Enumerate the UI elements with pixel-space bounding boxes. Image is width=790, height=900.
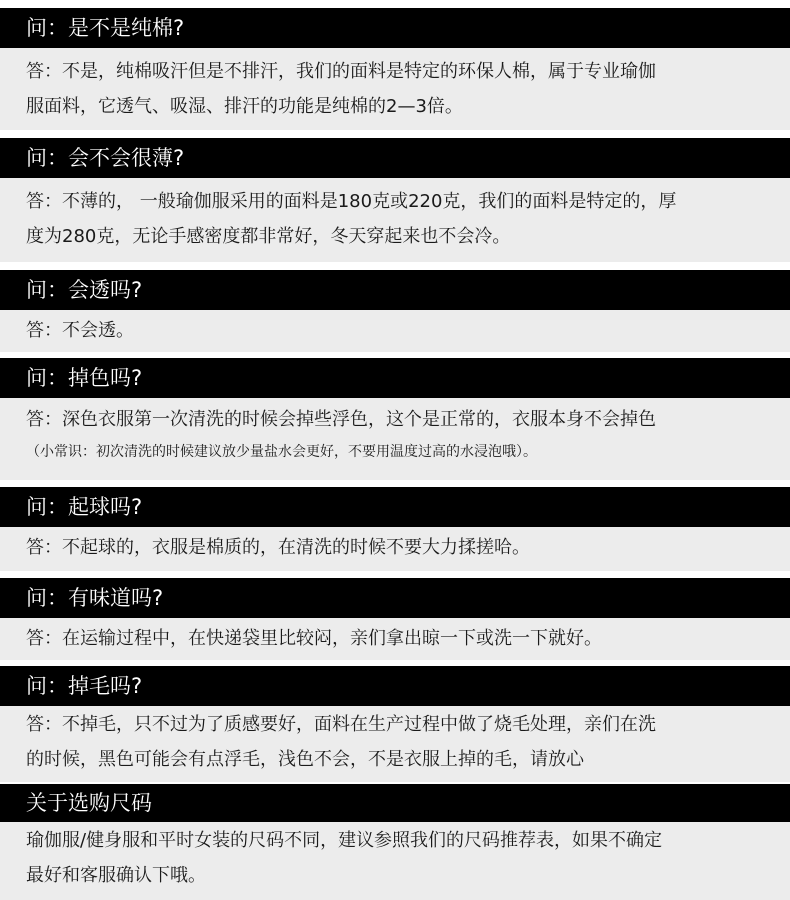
answer-line: 答：不薄的， 一般瑜伽服采用的面料是180克或220克，我们的面料是特定的，厚	[26, 191, 677, 212]
faq-answer-odor	[0, 618, 790, 660]
faq-question-cotton: 问：是不是纯棉?	[0, 8, 790, 48]
answer-line: 度为280克，无论手感密度都非常好，冬天穿起来也不会冷。	[26, 226, 511, 247]
faq-question-odor: 问：有味道吗?	[0, 578, 790, 618]
answer-line: 的时候，黑色可能会有点浮毛，浅色不会，不是衣服上掉的毛，请放心	[26, 749, 584, 770]
faq-question-shedding: 问：掉毛吗?	[0, 666, 790, 706]
answer-line: 答：不起球的，衣服是棉质的，在清洗的时候不要大力揉搓哈。	[26, 537, 530, 558]
faq-answer-shedding	[0, 706, 790, 782]
answer-note: （小常识：初次清洗的时候建议放少量盐水会更好，不要用温度过高的水浸泡哦）。	[26, 444, 537, 460]
answer-line: 答：不掉毛，只不过为了质感要好，面料在生产过程中做了烧毛处理，亲们在洗	[26, 714, 656, 735]
answer-line: 最好和客服确认下哦。	[26, 865, 206, 886]
answer-line: 答：不会透。	[26, 320, 134, 341]
faq-question-transparency: 问：会透吗?	[0, 270, 790, 310]
answer-line: 答：在运输过程中，在快递袋里比较闷，亲们拿出晾一下或洗一下就好。	[26, 628, 602, 649]
faq-answer-transparency	[0, 310, 790, 352]
size-section-body	[0, 822, 790, 900]
size-section-title: 关于选购尺码	[0, 784, 790, 822]
answer-line: 瑜伽服/健身服和平时女装的尺码不同，建议参照我们的尺码推荐表，如果不确定	[26, 830, 663, 851]
answer-line: 答：深色衣服第一次清洗的时候会掉些浮色，这个是正常的，衣服本身不会掉色	[26, 409, 656, 430]
faq-question-fading: 问：掉色吗?	[0, 358, 790, 398]
faq-answer-thickness	[0, 178, 790, 262]
answer-line: 答：不是，纯棉吸汗但是不排汗，我们的面料是特定的环保人棉，属于专业瑜伽	[26, 61, 656, 82]
faq-answer-fading	[0, 398, 790, 480]
faq-answer-pilling	[0, 527, 790, 571]
faq-question-pilling: 问：起球吗?	[0, 487, 790, 527]
faq-question-thickness: 问：会不会很薄?	[0, 138, 790, 178]
faq-answer-cotton	[0, 48, 790, 130]
answer-line: 服面料，它透气、吸湿、排汗的功能是纯棉的2—3倍。	[26, 96, 463, 117]
